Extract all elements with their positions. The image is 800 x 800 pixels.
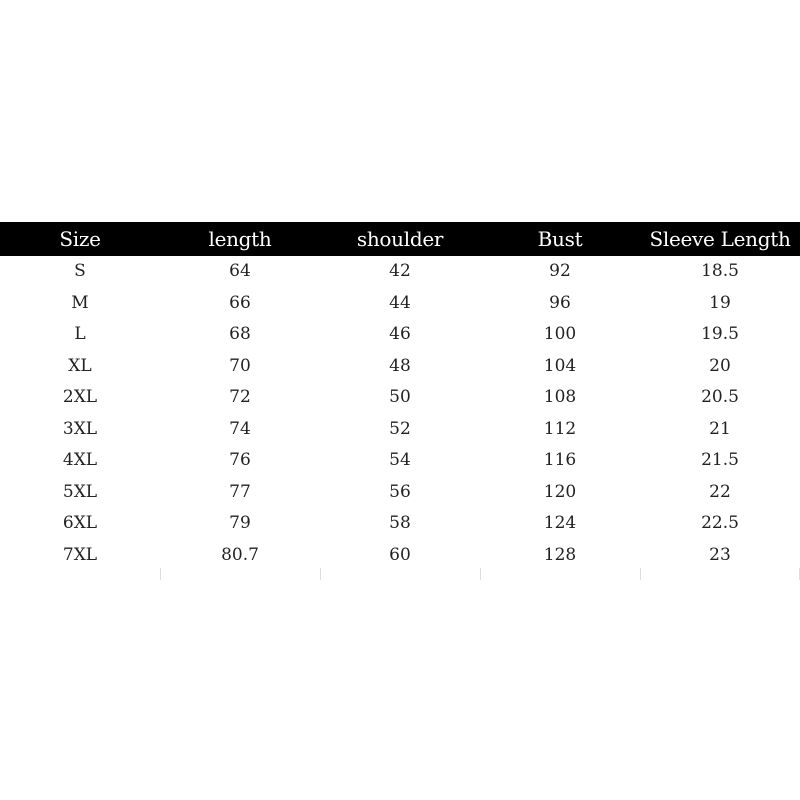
cell-bust: 108 xyxy=(543,387,577,407)
cell-bust: 124 xyxy=(543,513,577,533)
cell-sleeve-length: 19.5 xyxy=(701,324,739,344)
cell-bust: 116 xyxy=(543,450,577,470)
cell-length: 66 xyxy=(229,292,251,313)
cell-size: 5XL xyxy=(62,481,98,502)
column-divider xyxy=(160,568,161,580)
header-length: length xyxy=(208,227,272,251)
table-row xyxy=(0,508,800,540)
cell-shoulder: 44 xyxy=(389,292,411,313)
cell-bust: 92 xyxy=(549,261,571,281)
cell-size: XL xyxy=(68,355,92,376)
cell-shoulder: 46 xyxy=(389,324,411,344)
cell-length: 68 xyxy=(229,324,251,344)
cell-size: M xyxy=(71,292,89,313)
cell-sleeve-length: 21 xyxy=(709,418,731,439)
cell-length: 64 xyxy=(229,261,251,281)
header-bust: Bust xyxy=(537,227,583,251)
cell-sleeve-length: 19 xyxy=(709,292,731,313)
cell-bust: 96 xyxy=(549,292,571,313)
cell-length: 74 xyxy=(229,418,251,439)
cell-size: S xyxy=(74,261,86,281)
header-sleeve-length: Sleeve Length xyxy=(649,227,791,251)
cell-bust: 128 xyxy=(543,544,577,565)
cell-bust: 120 xyxy=(543,481,577,502)
cell-sleeve-length: 20.5 xyxy=(701,387,739,407)
table-row xyxy=(0,256,800,288)
table-row xyxy=(0,477,800,509)
cell-size: L xyxy=(74,324,86,344)
cell-shoulder: 54 xyxy=(389,450,411,470)
table-row xyxy=(0,288,800,320)
cell-sleeve-length: 23 xyxy=(709,544,731,565)
table-row xyxy=(0,414,800,446)
table-row xyxy=(0,382,800,414)
cell-length: 72 xyxy=(229,387,251,407)
header-size: Size xyxy=(59,227,101,251)
table-row xyxy=(0,445,800,477)
cell-sleeve-length: 21.5 xyxy=(701,450,739,470)
cell-size: 7XL xyxy=(62,544,98,565)
cell-shoulder: 60 xyxy=(389,544,411,565)
table-header-row xyxy=(0,222,800,256)
cell-sleeve-length: 22.5 xyxy=(701,513,739,533)
column-divider xyxy=(320,568,321,580)
cell-shoulder: 50 xyxy=(389,387,411,407)
cell-shoulder: 58 xyxy=(389,513,411,533)
cell-shoulder: 52 xyxy=(389,418,411,439)
column-divider-marks xyxy=(0,568,800,580)
header-shoulder: shoulder xyxy=(356,227,444,251)
cell-length: 79 xyxy=(229,513,251,533)
cell-size: 6XL xyxy=(62,513,98,533)
table-body xyxy=(0,256,800,571)
table-row xyxy=(0,319,800,351)
table-row xyxy=(0,540,800,572)
column-divider xyxy=(640,568,641,580)
cell-size: 4XL xyxy=(62,450,98,470)
cell-sleeve-length: 20 xyxy=(709,355,731,376)
cell-sleeve-length: 18.5 xyxy=(701,261,739,281)
cell-length: 70 xyxy=(229,355,251,376)
cell-bust: 112 xyxy=(543,418,577,439)
cell-length: 80.7 xyxy=(221,544,259,565)
cell-length: 76 xyxy=(229,450,251,470)
column-divider xyxy=(480,568,481,580)
cell-shoulder: 56 xyxy=(389,481,411,502)
cell-length: 77 xyxy=(229,481,251,502)
cell-shoulder: 42 xyxy=(389,261,411,281)
size-chart-table xyxy=(0,222,800,571)
cell-shoulder: 48 xyxy=(389,355,411,376)
cell-sleeve-length: 22 xyxy=(709,481,731,502)
table-row xyxy=(0,351,800,383)
cell-size: 2XL xyxy=(62,387,98,407)
cell-size: 3XL xyxy=(62,418,98,439)
cell-bust: 104 xyxy=(543,355,577,376)
cell-bust: 100 xyxy=(543,324,577,344)
